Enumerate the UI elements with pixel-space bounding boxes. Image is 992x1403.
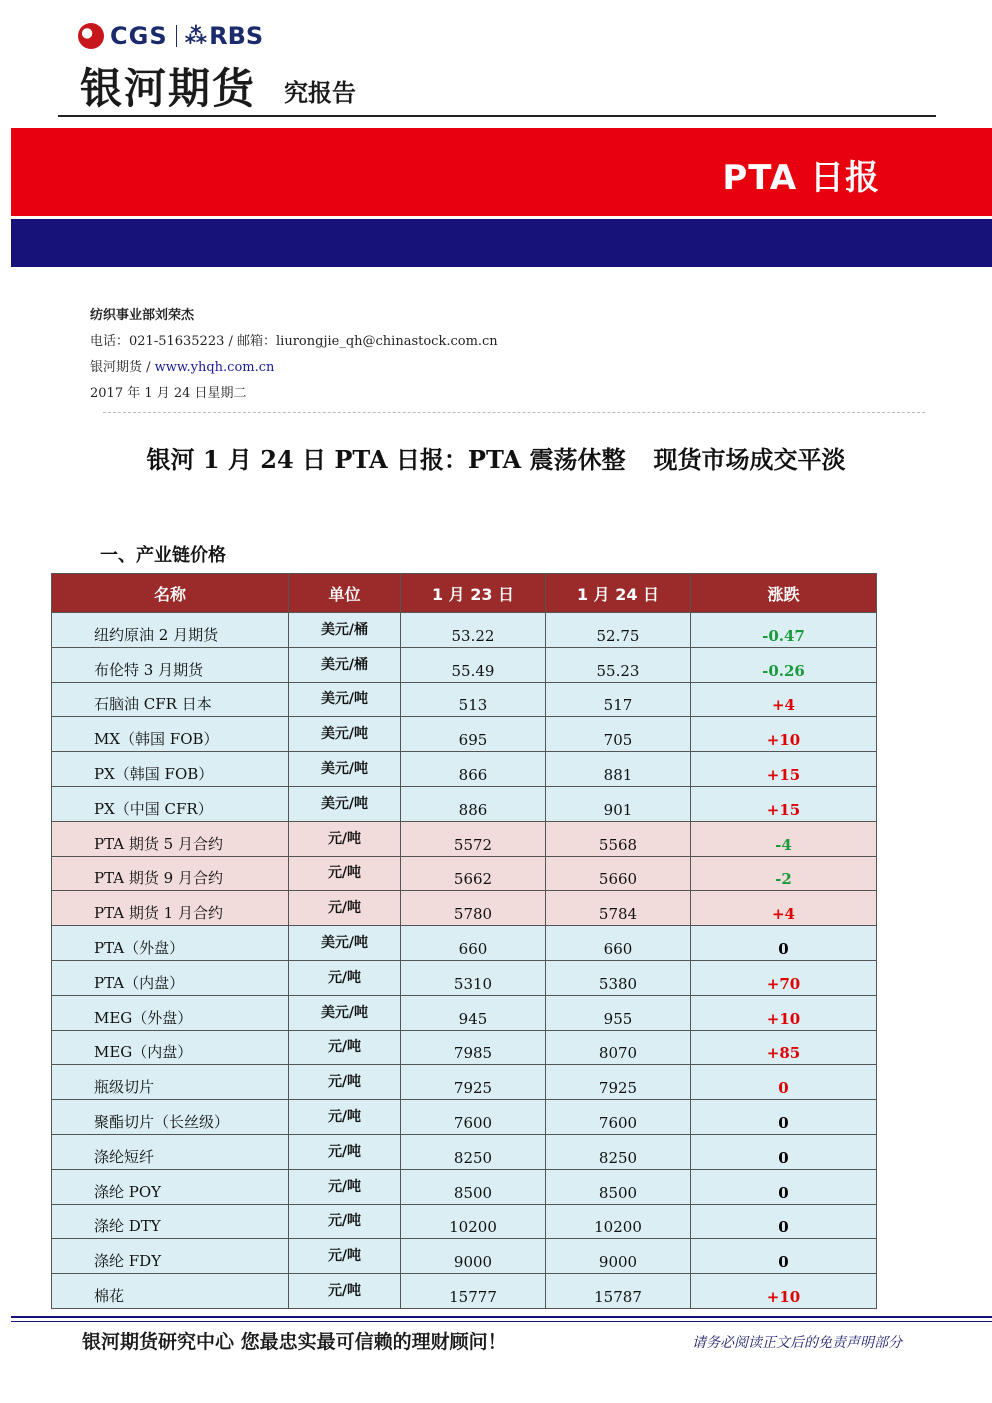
cell-change: -0.26: [691, 647, 877, 682]
cell-date2: 517: [546, 682, 691, 717]
report-title: [0, 440, 992, 475]
cell-change: 0: [691, 1065, 877, 1100]
cell-change: 0: [691, 1169, 877, 1204]
table-row: [52, 960, 877, 995]
cell-unit: 元/吨: [289, 1204, 401, 1239]
cell-unit: 元/吨: [289, 1169, 401, 1204]
cell-change: -4: [691, 821, 877, 856]
cell-unit: 美元/吨: [289, 786, 401, 821]
cell-change: 0: [691, 1239, 877, 1274]
cell-date1: 15777: [401, 1274, 546, 1309]
cell-unit: 美元/吨: [289, 717, 401, 752]
table-row: [52, 1030, 877, 1065]
cell-name: PTA（内盘）: [52, 960, 289, 995]
col-header-name: 名称: [52, 574, 289, 613]
logo-cgs: CGS: [110, 22, 168, 50]
cell-date2: 7600: [546, 1100, 691, 1135]
cell-change: +15: [691, 752, 877, 787]
cell-date2: 955: [546, 995, 691, 1030]
cell-date1: 7985: [401, 1030, 546, 1065]
cell-unit: 美元/桶: [289, 647, 401, 682]
cell-unit: 元/吨: [289, 1134, 401, 1169]
cell-date1: 5780: [401, 891, 546, 926]
cell-date1: 513: [401, 682, 546, 717]
cell-date1: 7925: [401, 1065, 546, 1100]
cell-unit: 元/吨: [289, 1274, 401, 1309]
cell-date1: 8250: [401, 1134, 546, 1169]
cell-name: PTA 期货 1 月合约: [52, 891, 289, 926]
cell-unit: 元/吨: [289, 1030, 401, 1065]
table-row: [52, 891, 877, 926]
website-link[interactable]: www.yhqh.com.cn: [154, 360, 275, 375]
cell-name: MX（韩国 FOB）: [52, 717, 289, 752]
col-header-date1: 1 月 23 日: [401, 574, 546, 613]
cell-unit: 元/吨: [289, 1239, 401, 1274]
table-row: [52, 786, 877, 821]
table-row: [52, 682, 877, 717]
cell-date2: 55.23: [546, 647, 691, 682]
website-line: [90, 356, 274, 375]
table-row: [52, 1169, 877, 1204]
logo-rbs: RBS: [209, 22, 264, 50]
table-header-row: [52, 574, 877, 613]
footer-rule-thin: [11, 1321, 992, 1322]
cell-name: 棉花: [52, 1274, 289, 1309]
cell-name: PX（中国 CFR）: [52, 786, 289, 821]
dashed-divider: [103, 412, 925, 413]
logo-divider: [176, 25, 177, 47]
cell-date2: 5380: [546, 960, 691, 995]
cell-date1: 10200: [401, 1204, 546, 1239]
cell-unit: 元/吨: [289, 960, 401, 995]
cell-unit: 美元/桶: [289, 613, 401, 648]
cell-date1: 53.22: [401, 613, 546, 648]
cell-date2: 10200: [546, 1204, 691, 1239]
author-contact: 电话：021-51635223 / 邮箱：liurongjie_qh@chinastock.com.cn: [90, 334, 498, 349]
cell-change: 0: [691, 1204, 877, 1239]
brand-name: 银河期货: [80, 64, 257, 113]
cell-name: PTA 期货 5 月合约: [52, 821, 289, 856]
cell-date1: 866: [401, 752, 546, 787]
cell-name: 涤纶 POY: [52, 1169, 289, 1204]
cell-unit: 元/吨: [289, 1065, 401, 1100]
cell-date2: 660: [546, 926, 691, 961]
author-department: 纺织事业部刘荣杰: [90, 308, 195, 323]
footer-rule: [11, 1316, 992, 1318]
cell-date2: 5660: [546, 856, 691, 891]
cell-name: 涤纶 DTY: [52, 1204, 289, 1239]
table-row: [52, 995, 877, 1030]
cell-unit: 美元/吨: [289, 682, 401, 717]
cell-unit: 美元/吨: [289, 926, 401, 961]
cgs-swirl-icon: [78, 23, 104, 49]
cell-date2: 7925: [546, 1065, 691, 1100]
table-row: [52, 752, 877, 787]
cell-change: +70: [691, 960, 877, 995]
logo: [78, 20, 263, 52]
cell-change: -0.47: [691, 613, 877, 648]
website-prefix: 银河期货 /: [90, 360, 155, 375]
cell-unit: 美元/吨: [289, 752, 401, 787]
cell-date2: 705: [546, 717, 691, 752]
cell-name: PX（韩国 FOB）: [52, 752, 289, 787]
cell-name: 瓶级切片: [52, 1065, 289, 1100]
cell-change: +15: [691, 786, 877, 821]
cell-change: -2: [691, 856, 877, 891]
cell-name: MEG（内盘）: [52, 1030, 289, 1065]
table-body: [52, 613, 877, 1309]
cell-unit: 元/吨: [289, 1100, 401, 1135]
col-header-change: 涨跌: [691, 574, 877, 613]
table-row: [52, 856, 877, 891]
report-date: 2017 年 1 月 24 日星期二: [90, 386, 247, 401]
cell-change: 0: [691, 1100, 877, 1135]
table-row: [52, 1100, 877, 1135]
table-row: [52, 1204, 877, 1239]
cell-change: +10: [691, 1274, 877, 1309]
cell-name: 布伦特 3 月期货: [52, 647, 289, 682]
blue-banner: [11, 219, 992, 267]
cell-date2: 9000: [546, 1239, 691, 1274]
table-row: [52, 1274, 877, 1309]
cell-date2: 8070: [546, 1030, 691, 1065]
cell-unit: 元/吨: [289, 891, 401, 926]
table-row: [52, 613, 877, 648]
table-row: [52, 1239, 877, 1274]
cell-name: 纽约原油 2 月期货: [52, 613, 289, 648]
table-row: [52, 717, 877, 752]
cell-date1: 886: [401, 786, 546, 821]
cell-name: MEG（外盘）: [52, 995, 289, 1030]
table-row: [52, 1065, 877, 1100]
table-row: [52, 1134, 877, 1169]
cell-change: +4: [691, 891, 877, 926]
cell-name: 涤纶 FDY: [52, 1239, 289, 1274]
cell-date2: 52.75: [546, 613, 691, 648]
cell-name: PTA 期货 9 月合约: [52, 856, 289, 891]
cell-change: +4: [691, 682, 877, 717]
rbs-daisy-icon: ⁂: [184, 23, 208, 49]
cell-date1: 945: [401, 995, 546, 1030]
cell-change: +10: [691, 717, 877, 752]
cell-change: +10: [691, 995, 877, 1030]
banner-title: PTA 日报: [722, 158, 880, 198]
cell-unit: 美元/吨: [289, 995, 401, 1030]
header-divider: [58, 115, 936, 117]
cell-date1: 7600: [401, 1100, 546, 1135]
cell-date1: 5662: [401, 856, 546, 891]
cell-unit: 元/吨: [289, 821, 401, 856]
cell-change: +85: [691, 1030, 877, 1065]
cell-date2: 881: [546, 752, 691, 787]
cell-date1: 695: [401, 717, 546, 752]
table-row: [52, 926, 877, 961]
col-header-date2: 1 月 24 日: [546, 574, 691, 613]
cell-date1: 8500: [401, 1169, 546, 1204]
cell-date2: 5784: [546, 891, 691, 926]
cell-unit: 元/吨: [289, 856, 401, 891]
cell-name: 石脑油 CFR 日本: [52, 682, 289, 717]
cell-name: PTA（外盘）: [52, 926, 289, 961]
footer-disclaimer: 请务必阅读正文后的免责声明部分: [692, 1335, 902, 1351]
table-row: [52, 647, 877, 682]
cell-date1: 55.49: [401, 647, 546, 682]
cell-date1: 5310: [401, 960, 546, 995]
section-title: 一、产业链价格: [100, 545, 226, 566]
table-row: [52, 821, 877, 856]
cell-date2: 5568: [546, 821, 691, 856]
price-table: [51, 573, 877, 1309]
cell-date2: 8500: [546, 1169, 691, 1204]
footer-slogan: 银河期货研究中心 您最忠实最可信赖的理财顾问！: [82, 1331, 507, 1353]
cell-name: 聚酯切片（长丝级）: [52, 1100, 289, 1135]
report-title-part2: 现货市场成交平淡: [653, 445, 846, 474]
brand-subtitle: 究报告: [284, 79, 356, 107]
cell-date1: 9000: [401, 1239, 546, 1274]
cell-name: 涤纶短纤: [52, 1134, 289, 1169]
col-header-unit: 单位: [289, 574, 401, 613]
cell-change: 0: [691, 926, 877, 961]
cell-date2: 8250: [546, 1134, 691, 1169]
cell-date1: 5572: [401, 821, 546, 856]
cell-date2: 901: [546, 786, 691, 821]
cell-date1: 660: [401, 926, 546, 961]
report-title-part1: 银河 1 月 24 日 PTA 日报：PTA 震荡休整: [146, 445, 626, 474]
cell-date2: 15787: [546, 1274, 691, 1309]
cell-change: 0: [691, 1134, 877, 1169]
